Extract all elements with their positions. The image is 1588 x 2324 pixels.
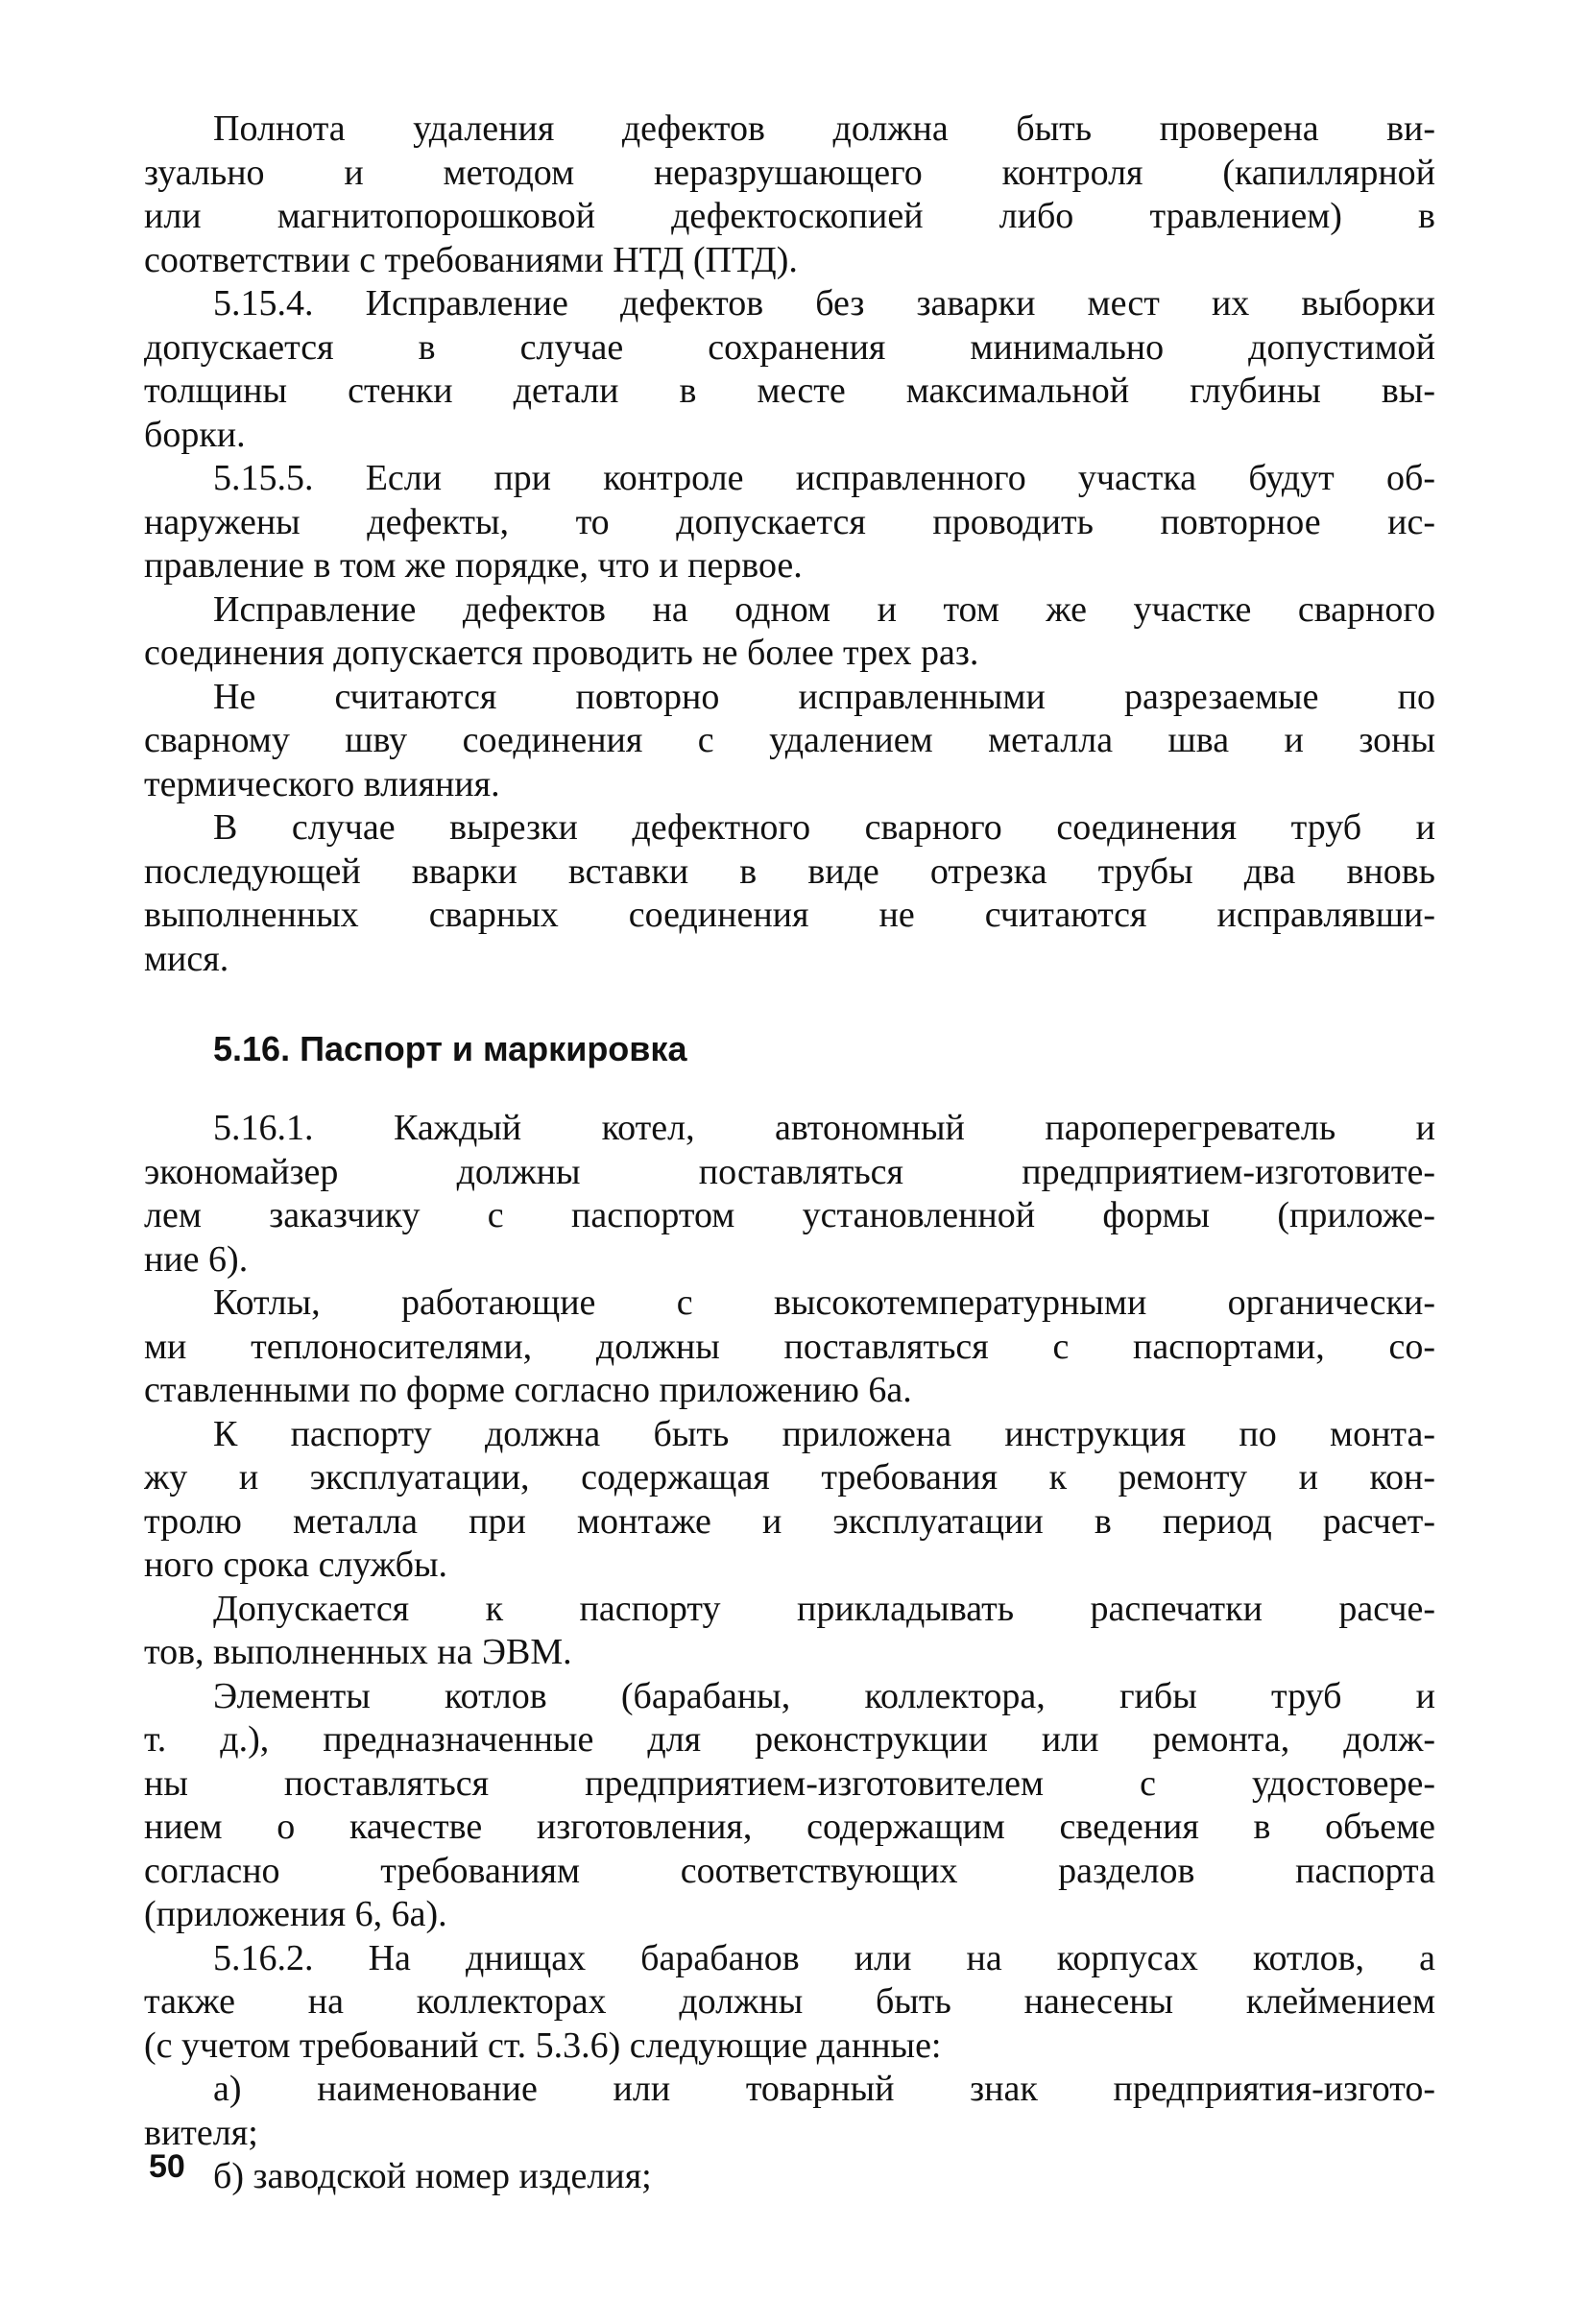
text-line: Исправление дефектов на одном и том же участке сварного xyxy=(213,588,1435,630)
text-line: борки. xyxy=(144,414,246,455)
text-line: ны поставляться предприятием-изготовителем с удостовере- xyxy=(144,1762,1435,1804)
text-line: 5.16.1. Каждый котел, автономный пароперегреватель и xyxy=(213,1108,1435,1148)
paragraph xyxy=(144,1937,1435,2069)
text-line: выполненных сварных соединения не считаются исправлявши- xyxy=(144,895,1435,935)
text-line: ми теплоносителями, должны поставляться с паспортами, со- xyxy=(144,1326,1435,1367)
text-line: термического влияния. xyxy=(144,763,500,804)
text-line: б) заводской номер изделия; xyxy=(213,2156,652,2196)
text-line: согласно требованиям соответствующих разделов паспорта xyxy=(144,1850,1435,1891)
section-5-16-passport-and-marking xyxy=(144,1107,1435,2199)
text-line: экономайзер должны поставляться предприятием-изготовите- xyxy=(144,1151,1435,1192)
text-line: тов, выполненных на ЭВМ. xyxy=(144,1632,572,1672)
text-line: вителя; xyxy=(144,2112,258,2153)
text-line: последующей вварки вставки в виде отрезка трубы два вновь xyxy=(144,851,1435,892)
section-5-15-continuation xyxy=(144,108,1435,981)
paragraph xyxy=(144,457,1435,588)
text-line: В случае вырезки дефектного сварного соединения труб и xyxy=(213,807,1435,848)
text-line: ставленными по форме согласно приложению 6а. xyxy=(144,1370,912,1410)
document-page xyxy=(144,108,1435,2199)
paragraph xyxy=(144,2068,1435,2155)
text-line: толщины стенки детали в месте максимальной глубины вы- xyxy=(144,371,1435,411)
text-line: лем заказчику с паспортом установленной формы (приложе- xyxy=(144,1195,1435,1235)
paragraph xyxy=(144,1588,1435,1675)
text-line: ние 6). xyxy=(144,1238,249,1280)
text-line: 5.15.5. Если при контроле исправленного участка будут об- xyxy=(213,458,1435,498)
text-line: а) наименование или товарный знак предприятия-изгото- xyxy=(213,2069,1435,2109)
text-line: также на коллекторах должны быть нанесены клеймением xyxy=(144,1981,1435,2022)
text-line: тролю металла при монтаже и эксплуатации в период расчет- xyxy=(144,1500,1435,1542)
text-line: Котлы, работающие с высокотемпературными органически- xyxy=(213,1282,1435,1323)
text-line: (с учетом требований ст. 5.3.6) следующие данные: xyxy=(144,2025,942,2066)
paragraph xyxy=(144,2155,1435,2199)
text-line: мися. xyxy=(144,938,229,979)
paragraph xyxy=(144,1107,1435,1282)
text-line: 5.15.4. Исправление дефектов без заварки мест их выборки xyxy=(213,283,1435,323)
paragraph xyxy=(144,282,1435,457)
text-line: 5.16.2. На днищах барабанов или на корпусах котлов, а xyxy=(213,1937,1435,1978)
text-line: Полнота удаления дефектов должна быть проверена ви- xyxy=(213,108,1435,149)
text-line: допускается в случае сохранения минимально допустимой xyxy=(144,326,1435,368)
text-line: или магнитопорошковой дефектоскопией либо травлением) в xyxy=(144,196,1435,236)
paragraph xyxy=(144,588,1435,676)
text-line: ного срока службы. xyxy=(144,1545,448,1585)
text-line: жу и эксплуатации, содержащая требования к ремонту и кон- xyxy=(144,1457,1435,1497)
text-line: (приложения 6, 6а). xyxy=(144,1894,447,1934)
section-heading: 5.16. Паспорт и маркировка xyxy=(213,1029,687,1068)
page-number: 50 xyxy=(149,2148,185,2185)
paragraph xyxy=(144,1282,1435,1413)
text-line: зуально и методом неразрушающего контроля (капиллярной xyxy=(144,152,1435,193)
text-line: нием о качестве изготовления, содержащим сведения в объеме xyxy=(144,1807,1435,1847)
text-line: соединения допускается проводить не более трех раз. xyxy=(144,633,979,673)
paragraph xyxy=(144,108,1435,282)
paragraph xyxy=(144,676,1435,807)
text-line: правление в том же порядке, что и первое. xyxy=(144,545,803,586)
text-line: сварному шву соединения с удалением металла шва и зоны xyxy=(144,720,1435,760)
text-line: наружены дефекты, то допускается проводить повторное ис- xyxy=(144,501,1435,542)
text-line: соответствии с требованиями НТД (ПТД). xyxy=(144,239,798,280)
text-line: Элементы котлов (барабаны, коллектора, гибы труб и xyxy=(213,1675,1435,1716)
paragraph xyxy=(144,806,1435,981)
paragraph xyxy=(144,1675,1435,1937)
text-line: К паспорту должна быть приложена инструкция по монта- xyxy=(213,1413,1435,1454)
text-line: Допускается к паспорту прикладывать распечатки расче- xyxy=(213,1588,1435,1629)
text-line: т. д.), предназначенные для реконструкции или ремонта, долж- xyxy=(144,1719,1435,1760)
paragraph xyxy=(144,1413,1435,1588)
text-line: Не считаются повторно исправленными разрезаемые по xyxy=(213,676,1435,717)
